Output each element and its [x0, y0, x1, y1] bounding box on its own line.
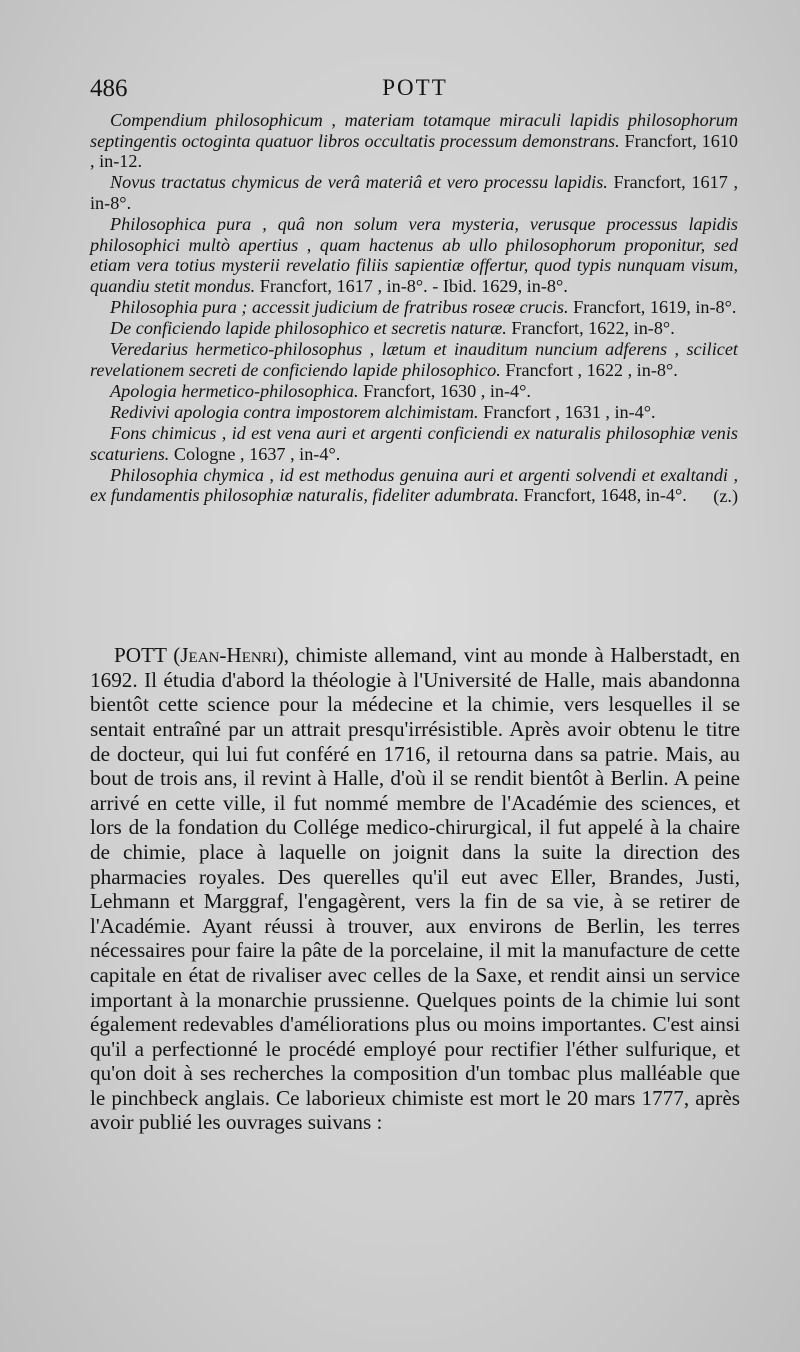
entry-title: Redivivi apologia contra impostorem alchimistam.	[110, 401, 479, 422]
biography-paragraph: POTT (Jean-Henri), chimiste allemand, vint au monde à Halberstadt, en 1692. Il étudia d'abord la théologie à l'Université de Halle, mais abandonna bientôt cette science pour la médecine et la chimie, vers lesquelles il se sentait entraîné par un attrait presqu'irrésistible. Après avoir obtenu le titre de docteur, qui lui fut conféré en 1716, il retourna dans sa patrie. Mais, au bout de trois ans, il revint à Halle, d'où il se rendit bientôt à Berlin. A peine arrivé en cette ville, il fut nommé membre de l'Académie des sciences, et lors de la fondation du Collége medico-chirurgical, il fut appelé à la chaire de chimie, place à laquelle on joignit dans la suite la direction des pharmacies royales. Des querelles qu'il eut avec Eller, Brandes, Justi, Lehmann et Marggraf, l'engagèrent, vers la fin de sa vie, à se retirer de l'Académie. Ayant réussi à trouver, aux environs de Berlin, les terres nécessaires pour faire la pâte de la porcelaine, il mit la manufacture de cette capitale en état de rivaliser avec celles de la Saxe, et rendit ainsi un service important à la monarchie prussienne. Quelques points de la chimie lui sont également redevables d'améliorations plus ou moins importantes. C'est ainsi qu'il a perfectionné le procédé employé pour rectifier l'éther sulfurique, et qu'on doit à ses recherches la composition d'un tombac plus malléable que le pinchbeck anglais. Ce laborieux chimiste est mort le 20 mars 1777, après avoir publié les ouvrages suivans :	[90, 643, 740, 1135]
bibliography-list	[90, 110, 738, 506]
entry-details: Francfort, 1622, in-8°.	[511, 317, 675, 338]
entry-title: Philosophia pura ; accessit judicium de fratribus roseæ crucis.	[110, 296, 569, 317]
entry-details: Cologne , 1637 , in-4°.	[173, 443, 341, 464]
bibliography-entry	[90, 297, 738, 318]
entry-title: De conficiendo lapide philosophico et secretis naturæ.	[110, 317, 507, 338]
bibliography-entry	[90, 465, 738, 506]
bio-text: , chimiste allemand, vint au monde à Halberstadt, en 1692. Il étudia d'abord la théologie à l'Université de Halle, mais abandonna bientôt cette science pour la médecine et la chimie, vers lesquelles il se sentait entraîné par un attrait presqu'irrésistible. Après avoir obtenu le titre de docteur, qui lui fut conféré en 1716, il retourna dans sa patrie. Mais, au bout de trois ans, il revint à Halle, d'où il se rendit bientôt à Berlin. A peine arrivé en cette ville, il fut nommé membre de l'Académie des sciences, et lors de la fondation du Collége medico-chirurgical, il fut appelé à la chaire de chimie, place à laquelle on joignit dans la suite la direction des pharmacies royales. Des querelles qu'il eut avec Eller, Brandes, Justi, Lehmann et Marggraf, l'engagèrent, vers la fin de sa vie, à se retirer de l'Académie. Ayant réussi à trouver, aux environs de Berlin, les terres nécessaires pour faire la pâte de la porcelaine, il mit la manufacture de cette capitale en état de rivaliser avec celles de la Saxe, et rendit ainsi un service important à la monarchie prussienne. Quelques points de la chimie lui sont également redevables d'améliorations plus ou moins importantes. C'est ainsi qu'il a perfectionné le procédé employé pour rectifier l'éther sulfurique, et qu'on doit à ses recherches la composition d'un tombac plus malléable que le pinchbeck anglais. Ce laborieux chimiste est mort le 20 mars 1777, après avoir publié les ouvrages suivans :	[90, 643, 740, 1135]
entry-title: Novus tractatus chymicus de verâ materiâ et vero processu lapidis.	[110, 172, 608, 193]
bio-surname: POTT	[114, 643, 167, 668]
entry-details: Francfort, 1617 , in-8°. - Ibid. 1629, in-8°.	[259, 275, 568, 296]
entry-details: Francfort, 1617 , in-8°.	[90, 172, 739, 213]
bio-given-names: Jean-Henri	[180, 643, 277, 668]
author-signature: (z.)	[713, 485, 738, 506]
bibliography-entry	[90, 214, 738, 296]
page-header	[90, 75, 740, 109]
running-title: POTT	[382, 75, 448, 100]
bibliography-entry	[90, 381, 738, 402]
bibliography-entry	[90, 402, 738, 423]
entry-title: Compendium philosophicum , materiam totamque miraculi lapidis philosophorum septingentis octoginta quatuor libros occultatis processum demonstrans.	[90, 110, 738, 151]
bibliography-entry	[90, 318, 738, 339]
bibliography-entry	[90, 172, 738, 213]
bibliography-entry	[90, 110, 738, 172]
bibliography-entry	[90, 423, 738, 464]
entry-details: Francfort , 1622 , in-8°.	[505, 359, 678, 380]
bibliography-entry	[90, 339, 738, 380]
entry-title: Fons chimicus , id est vena auri et argenti conficiendi ex naturalis philosophiæ venis scaturiens.	[90, 422, 738, 464]
entry-details: Francfort, 1610 , in-12.	[90, 130, 739, 172]
entry-title: Veredarius hermetico-philosophus , lætum et inauditum nuncium adferens , scilicet revelationem secreti de conficiendo lapide philosophico.	[90, 339, 738, 380]
page-number: 486	[90, 75, 128, 102]
entry-title: Apologia hermetico-philosophica.	[110, 380, 359, 401]
entry-title: Philosophia chymica , id est methodus genuina auri et argenti solvendi et exaltandi , ex fundamentis philosophiæ naturalis, fideliter adumbrata.	[90, 464, 738, 506]
entry-details: Francfort , 1631 , in-4°.	[483, 401, 656, 422]
entry-details: Francfort, 1648, in-4°.	[523, 485, 687, 506]
entry-details: Francfort, 1630 , in-4°.	[363, 380, 531, 401]
entry-title: Philosophica pura , quâ non solum vera mysteria, verusque processus lapidis philosophici multò apertius , quam hactenus ab ullo philosophorum proponitur, sed etiam vera totius mysterii revelatio filiis sapientiæ offertur, quod typis nunquam visum, quandiu stetit mondus.	[90, 213, 738, 296]
entry-details: Francfort, 1619, in-8°.	[573, 296, 737, 317]
